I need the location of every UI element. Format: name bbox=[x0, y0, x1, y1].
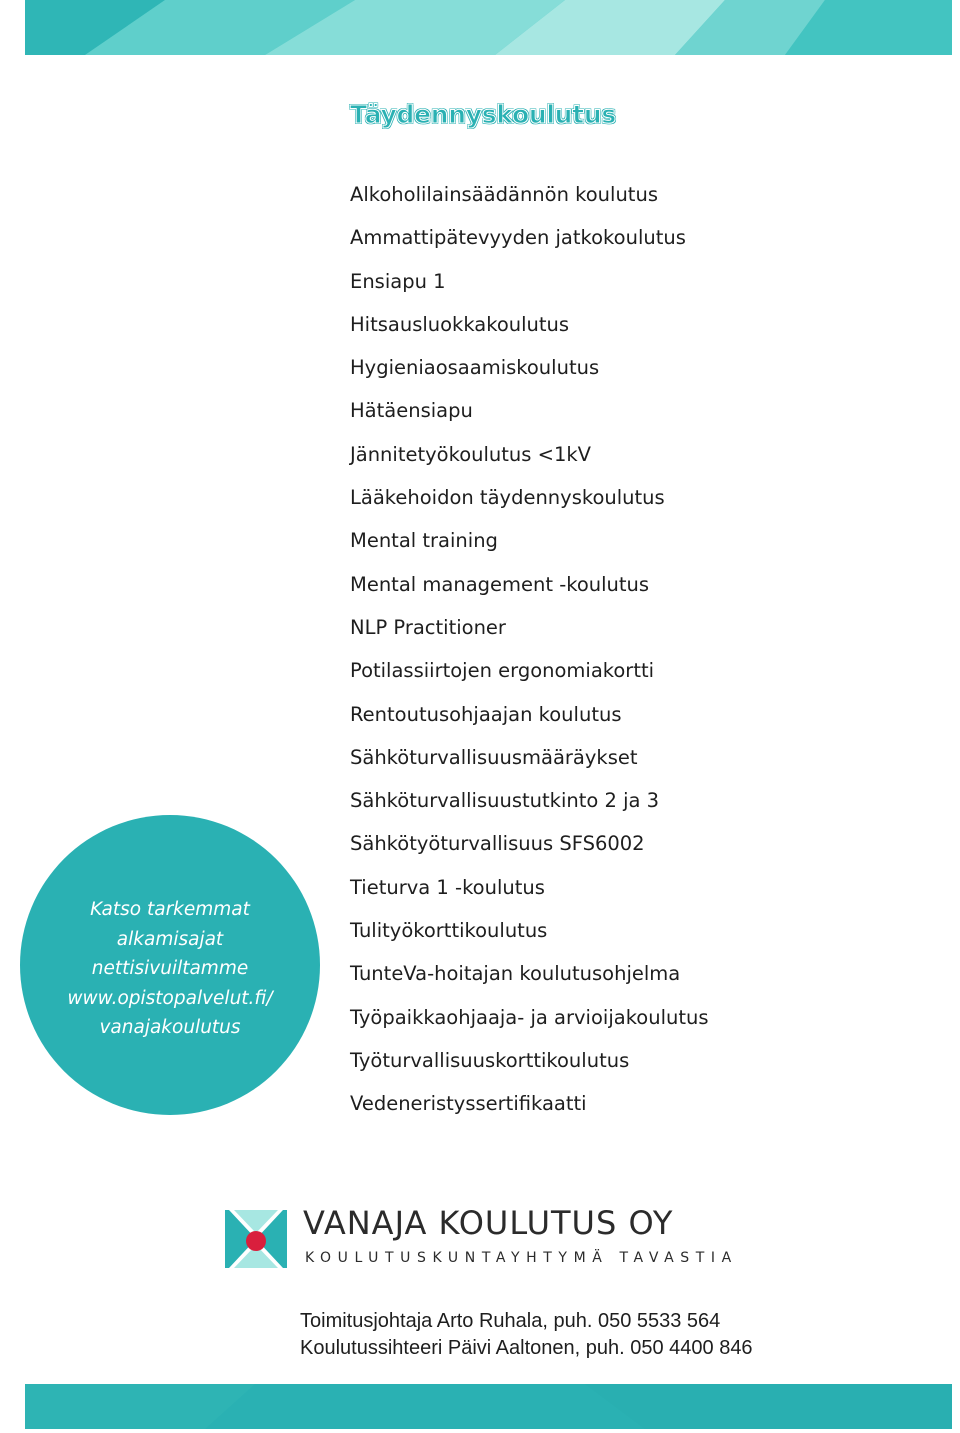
info-circle-text bbox=[65, 895, 275, 1043]
info-url-line[interactable]: vanajakoulutus bbox=[99, 1017, 241, 1039]
course-item: Lääkehoidon täydennyskoulutus bbox=[350, 486, 665, 510]
info-circle bbox=[20, 815, 320, 1115]
course-item: NLP Practitioner bbox=[350, 615, 506, 639]
course-item: Työturvallisuuskorttikoulutus bbox=[350, 1048, 630, 1072]
course-item: Vedeneristyssertifikaatti bbox=[350, 1092, 587, 1116]
course-item: Mental management -koulutus bbox=[350, 572, 650, 596]
course-list bbox=[350, 179, 709, 1132]
bottom-decorative-band bbox=[25, 1384, 952, 1429]
course-item: Hygieniaosaamiskoulutus bbox=[350, 356, 600, 380]
logo-subtitle: KOULUTUSKUNTAYHTYMÄ TAVASTIA bbox=[305, 1250, 738, 1266]
course-item: Sähköturvallisuustutkinto 2 ja 3 bbox=[350, 789, 660, 813]
info-url-line[interactable]: www.opistopalvelut.fi/ bbox=[67, 987, 273, 1009]
top-decorative-band bbox=[25, 0, 952, 55]
course-item: Hitsausluokkakoulutus bbox=[350, 312, 570, 336]
course-item: Hätäensiapu bbox=[350, 399, 473, 423]
course-item: Ensiapu 1 bbox=[350, 269, 446, 293]
logo-company-name: VANAJA KOULUTUS OY bbox=[303, 1204, 674, 1242]
contact-line-ceo: Toimitusjohtaja Arto Ruhala, puh. 050 5533 564 bbox=[300, 1310, 721, 1332]
course-item: Sähkötyöturvallisuus SFS6002 bbox=[350, 832, 645, 856]
course-item: Tieturva 1 -koulutus bbox=[350, 875, 545, 899]
logo-mark-icon bbox=[225, 1210, 287, 1268]
info-line: alkamisajat bbox=[116, 928, 224, 950]
course-item: Alkoholilainsäädännön koulutus bbox=[350, 183, 658, 206]
contact-line-secretary: Koulutussihteeri Päivi Aaltonen, puh. 050 4400 846 bbox=[300, 1337, 753, 1359]
info-line: Katso tarkemmat bbox=[90, 899, 250, 921]
course-item: Rentoutusohjaajan koulutus bbox=[350, 702, 622, 726]
course-item: Jännitetyökoulutus <1kV bbox=[350, 442, 591, 466]
course-item: Ammattipätevyyden jatkokoulutus bbox=[350, 226, 686, 250]
course-item: Potilassiirtojen ergonomiakortti bbox=[350, 659, 655, 683]
info-line: nettisivuiltamme bbox=[91, 958, 249, 980]
section-heading: Täydennyskoulutus bbox=[350, 100, 616, 129]
contact-info bbox=[300, 1308, 753, 1362]
course-item: Mental training bbox=[350, 529, 498, 553]
course-item: Tulityökorttikoulutus bbox=[350, 919, 548, 943]
course-item: Sähköturvallisuusmääräykset bbox=[350, 745, 638, 769]
course-item: TunteVa-hoitajan koulutusohjelma bbox=[350, 962, 681, 986]
course-item: Työpaikkaohjaaja- ja arvioijakoulutus bbox=[350, 1005, 709, 1029]
company-logo bbox=[225, 1204, 765, 1268]
